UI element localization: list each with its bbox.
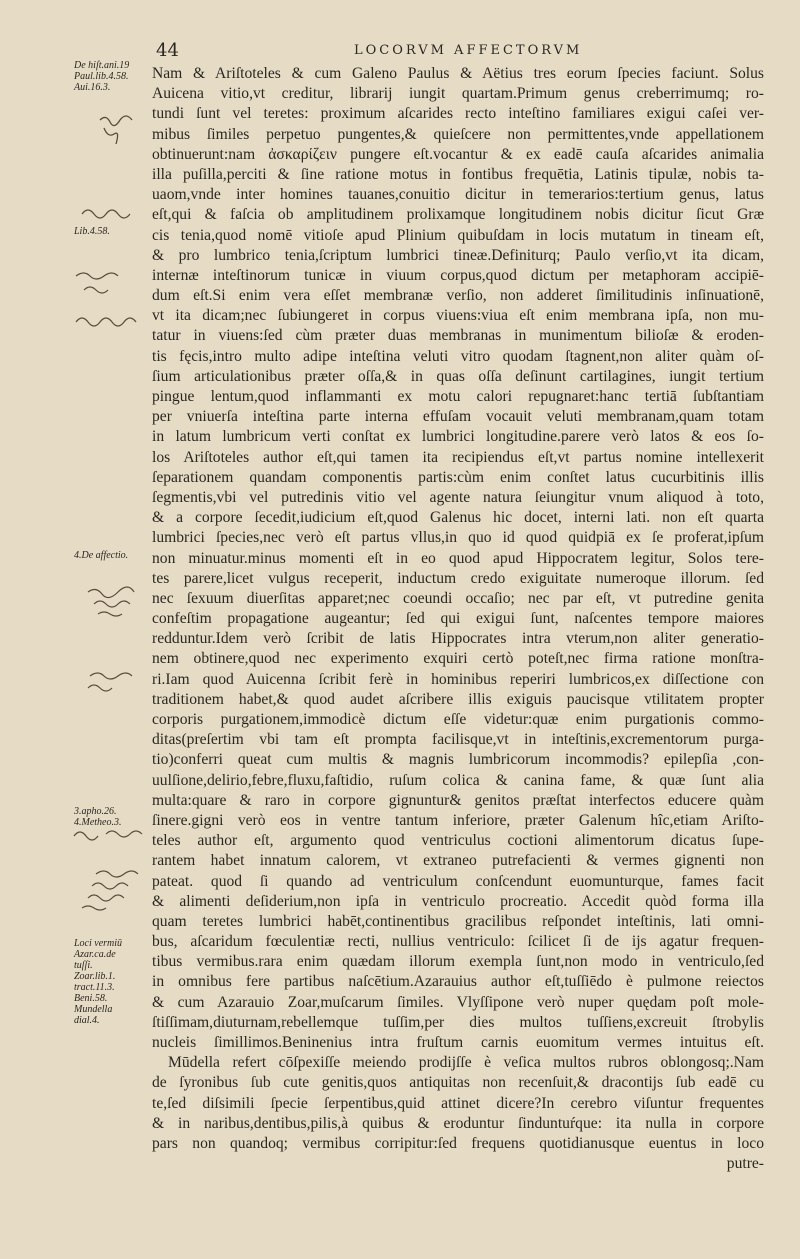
text-line: tibus vermibus.rara enim quædam illorum exempla ſunt,non modo in ventriculo,ſed bbox=[152, 953, 764, 971]
text-line: tundi ſunt vel teretes: proximum aſcarides recto inteſtino familiares exigui caſei ver- bbox=[152, 105, 764, 123]
text-line: Auicena vitio,vt creditur, librarij iungit quartam.Primum genus creberrimumq; ro- bbox=[152, 85, 764, 103]
text-line: nec ſexuum diuerſitas apparet;nec coeundi occaſio; nec par eſt, vt putredine genita bbox=[152, 589, 764, 607]
handwritten-annotation bbox=[70, 112, 150, 148]
text-line: ſeparationem quandam componentis partis:cùm enim conſtet latus cucurbitinis illis bbox=[152, 468, 764, 486]
text-line: eſt,qui & faſcia ob amplitudinem prolixamque longitudinem nobis dicitur ſicut Græ bbox=[152, 206, 764, 224]
text-line: bus, aſcaridum fœculentiæ recti, nullius ventriculo: ſcilicet ſi de ijs agatur frequen- bbox=[152, 933, 764, 951]
text-line: Nam & Ariſtoteles & cum Galeno Paulus & Aëtius tres eorum ſpecies faciunt. Solus bbox=[152, 65, 764, 82]
text-line: non minuatur.minus momenti eſt in eo quod apud Hippocratem legitur, Solos tere- bbox=[152, 549, 764, 567]
text-line: los Ariſtoteles author eſt,qui tamen ita recipiendus eſt,vt partus nomine intellexerit bbox=[152, 448, 764, 466]
margin-note-3: 4.De affectio. bbox=[74, 550, 129, 561]
text-line: & a corpore ſecedit,iudicium eſt,quod Galenus hic docet, interni lati. non eſt quarta bbox=[152, 509, 764, 527]
text-line: lumbrici ſpecies,nec verò eſt partus vllus,in quo id quod quidpiā ex ſe proferat,ipſum bbox=[152, 529, 764, 547]
catchword: putre- bbox=[726, 1155, 764, 1173]
text-line: ſium articulationibus præter oſſa,& in quas oſſa deſinunt cartilagines, iungit tertium bbox=[152, 367, 764, 385]
page-number: 44 bbox=[156, 40, 179, 61]
text-line: corporis purgationem,immodicè dictum eſſe videtur:quæ enim purgationis commo- bbox=[152, 711, 764, 728]
text-line: pateat. quod ſi quando ad ventriculum conſcendunt euomunturque, fames facit bbox=[152, 872, 764, 890]
text-line: nucleis ſimillimos.Beninenius intra fruſtum carnis euomitum vermes intuitus eſt. bbox=[152, 1034, 764, 1051]
text-line: nem obtinere,quod nec experimento exquiri certò poteſt,nec firma ratione monſtra- bbox=[152, 650, 764, 668]
text-line: pingue lentum,quod inflammanti ex motu calori repugnaret:hanc tertiā ſubſtantiam bbox=[152, 388, 764, 405]
text-line: mibus ſimiles perpetuo pungentes,& quieſcere non permittentes,vnde appellationem bbox=[152, 125, 764, 143]
handwritten-annotation bbox=[70, 268, 150, 298]
text-line: quam teretes lumbrici habēt,continentibus gracilibus reſpondet inteſtinis, lati omni- bbox=[152, 912, 764, 930]
text-line: illa puſilla,perciti & ſine ratione motus in fontibus frequētia, Latinis tipulæ, nobis ta- bbox=[152, 165, 764, 183]
text-line: de ſyronibus ſub cute genitis,quos antiquitas non recenſuit,& dracontijs ſub eadē cu bbox=[152, 1074, 764, 1092]
margin-note-4: 3.apho.26. 4.Metheo.3. bbox=[74, 806, 122, 828]
text-line: teles author eſt, argumento quod ventriculus coctioni alimentorum dicatus ſupe- bbox=[152, 832, 764, 850]
text-line: tio)conferri queat cum multis & magnis lumbricorum incommodis? epilepſia ,con- bbox=[152, 751, 764, 769]
text-line: rantem habet innatum calorem, vt extraneo putrefacienti & vermes gignenti non bbox=[152, 852, 764, 870]
text-line: confeſtim propagatione augeantur; ſed qui exigui ſunt, naſcentes tempore maiores bbox=[152, 610, 764, 628]
text-line: ri.Iam quod Auicenna ſcribit ferè in hominibus reperiri lumbricos,ex diſſectione con bbox=[152, 670, 764, 688]
handwritten-annotation bbox=[70, 668, 150, 698]
margin-note-2: Lib.4.58. bbox=[74, 226, 110, 237]
text-line: tes parere,licet vulgus receperit, inductum credo exiguitate numeroque illorum. ſed bbox=[152, 569, 764, 587]
margin-note-1: De hiſt.ani.19 Paul.lib.4.58. Aui.16.3. bbox=[74, 60, 130, 93]
text-line: vt ita dicam;nec ſubiungeret in corpus viuens:viua eſt enim membrana ipſa, non mu- bbox=[152, 307, 764, 325]
text-line: ſtiſſimam,diuturnam,rebellemque tuſſim,per dies multos tuſſiens,excreuit ſtrobylis bbox=[152, 1013, 764, 1031]
text-line: in latum lumbricum verti conſtat ex lumbrici longitudine.parere verò latos & eos ſo- bbox=[152, 428, 764, 446]
text-line: cis tenia,quod nomē vitioſe apud Plinium quibuſdam in locis mutatum in tineam eſt, bbox=[152, 226, 764, 244]
handwritten-annotation bbox=[70, 866, 150, 914]
text-line: & in naribus,dentibus,pilis,à quibus & eroduntur ſinduntuŕque: ita nulla in corpore bbox=[152, 1114, 764, 1132]
handwritten-annotation bbox=[70, 584, 150, 620]
text-line: internæ inteſtinorum tunicæ in viuum corpus,quod dictum per metaphoram accipiē- bbox=[152, 266, 764, 284]
handwritten-annotation bbox=[70, 204, 150, 222]
running-head: LOCORVM AFFECTORVM bbox=[354, 43, 583, 58]
body-text bbox=[152, 64, 764, 1174]
text-line: & cum Azarauio Zoar,muſcarum ſimiles. Vlyſſipone verò nuper quędam poſt mole- bbox=[152, 993, 764, 1011]
text-line: te,ſed diſsimili ſpecie ſerpentibus,quid attinet dicere?In cerebro viſuntur frequentes bbox=[152, 1094, 764, 1112]
text-line: tatur in viuens:ſed cùm præter duas membranas in munimentum bilioſæ & eroden- bbox=[152, 327, 764, 345]
text-line: uulſione,delirio,febre,fluxu,faſtidio, ruſum colica & canina fame, & quæ ſunt alia bbox=[152, 771, 764, 789]
text-line: obtinuerunt:nam ἀσκαρίζειν pungere eſt.vocantur & ex eadē cauſa aſcarides animalia bbox=[152, 145, 764, 163]
text-line: ditas(preſertim vbi tam eſt prompta facilisque,vt in inteſtinis,excrementorum purga- bbox=[152, 731, 764, 749]
text-line: & pro lumbrico tenia,ſcriptum lumbrici tineæ.Definiturq; Paulo verſio,vt ita dicam, bbox=[152, 246, 764, 264]
margin-note-5: Loci vermiū Azar.ca.de tuſſi. Zoar.lib.1. tract.11.3. Beni.58. Mundella dial.4. bbox=[74, 938, 123, 1026]
handwritten-annotation bbox=[70, 312, 150, 330]
text-line: traditionem habet,& quod audet aſcribere illis exiguis paucisque vtilitatem propter bbox=[152, 690, 764, 708]
text-line: in omnibus fere partibus naſcētium.Azarauius author eſt,tuſſiēdo è pulmone reiectos bbox=[152, 973, 764, 991]
text-line: uaom,vnde inter homines tauanes,conuitio dicitur in temerarios:tertium genus, latus bbox=[152, 186, 764, 204]
text-line: redduntur.Idem verò ſcribit de latis Hippocrates intra vterum,non aliter generatio- bbox=[152, 630, 764, 648]
text-line: & alimenti deſiderium,non ipſa in ventriculo procreatio. Accedit quòd forma illa bbox=[152, 892, 764, 910]
text-line: ſinere.gigni verò eos in ventre tantum inferiore, præter Galenum hîc,etiam Ariſto- bbox=[152, 811, 764, 829]
text-line: per vniuerſa inteſtina parte interna effuſam vocauit veluti membranam,quam totam bbox=[152, 408, 764, 426]
text-line: multa:quare & raro in corpore gignuntur& genitos præſtat interfectos educere quàm bbox=[152, 791, 764, 809]
text-line: dum eſt.Si enim vera eſſet membranæ verſio, non adderet ſimilitudinis inſinuationē, bbox=[152, 287, 764, 305]
text-line: Mūdella refert cōſpexiſſe meiendo prodijſſe è veſica multos rubros oblongosq;.Nam bbox=[168, 1054, 764, 1072]
text-line: ſegmentis,vbi vel putredinis vitio vel agente natura ſeiungitur vnum aliquod à toto, bbox=[152, 488, 764, 506]
handwritten-annotation bbox=[70, 826, 150, 844]
text-line: tis fęcis,intro multo adipe inteſtina veluti vitro quodam ſtagnent,non aliter quàm oſ- bbox=[152, 347, 764, 365]
text-line: pars non quandoq; vermibus corripitur:ſed frequens quotidianusque euentus in loco bbox=[152, 1134, 764, 1152]
